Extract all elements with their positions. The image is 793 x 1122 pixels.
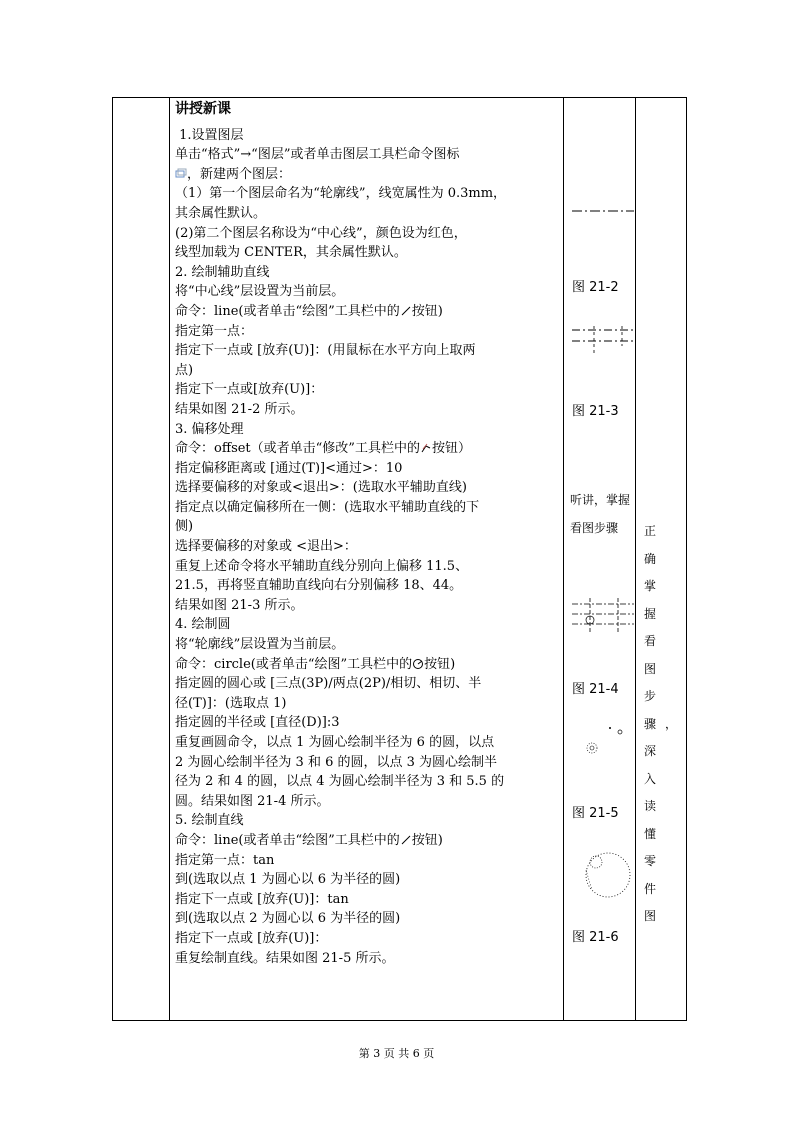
text-line: 指定点以确定偏移所在一侧：(选取水平辅助直线的下: [175, 499, 480, 515]
text-line: ，新建两个图层：: [187, 166, 292, 182]
text-line: 指定下一点或 [放弃(U)]：: [175, 930, 328, 946]
text-line: 2. 绘制辅助直线: [175, 264, 270, 280]
text-line: 点): [175, 362, 194, 378]
figure-label: 图 21-3: [572, 404, 619, 419]
figure-21-5-drawing: [570, 724, 636, 760]
text-line: 命令：line(或者单击“绘图”工具栏中的: [175, 832, 400, 848]
figure-label: 图 21-4: [572, 682, 619, 697]
text-line: 按钮): [411, 303, 443, 319]
text-line: [175, 302, 561, 322]
text-line: 命令：offset（或者单击“修改”工具栏中的: [175, 441, 420, 457]
text-line: (2)第二个图层名称设为“中心线”，颜色设为红色，: [175, 225, 467, 241]
column-divider: [169, 98, 170, 1020]
text-line: 将“轮廓线”层设置为当前层。: [175, 637, 345, 653]
text-line: （1）第一个图层命名为“轮廓线”，线宽属性为 0.3mm，: [175, 186, 507, 202]
text-line: [175, 831, 561, 851]
figure-label: 图 21-2: [572, 280, 619, 295]
text-line: 21.5，再将竖直辅助直线向右分别偏移 18、44。: [175, 578, 463, 594]
text-line: 5. 绘制直线: [175, 813, 244, 829]
text-line: 2 为圆心绘制半径为 3 和 6 的圆，以点 3 为圆心绘制半: [175, 754, 498, 770]
text-line: 1.设置图层: [175, 127, 244, 143]
text-line: 指定下一点或 [放弃(U)]：(用鼠标在水平方向上取两: [175, 343, 476, 359]
text-line: 重复绘制直线。结果如图 21-5 所示。: [175, 950, 395, 966]
student-activity-note: 听讲，掌握看图步骤: [570, 493, 631, 535]
text-line: 重复上述命令将水平辅助直线分别向上偏移 11.5、: [175, 558, 469, 574]
page-footer: 第 3 页 共 6 页: [358, 1047, 435, 1060]
text-line: 命令：circle(或者单击“绘图”工具栏中的: [175, 656, 413, 672]
text-line: [175, 165, 561, 185]
text-line: 结果如图 21-3 所示。: [175, 597, 304, 613]
figure-21-6-drawing: [570, 846, 636, 904]
section-heading: 讲授新课: [175, 101, 231, 117]
text-line: 径为 2 和 4 的圆，以点 4 为圆心绘制半径为 3 和 5.5 的: [175, 774, 505, 790]
text-line: 指定下一点或[放弃(U)]：: [175, 382, 324, 398]
text-line: 单击“格式”→“图层”或者单击图层工具栏命令图标: [175, 147, 460, 163]
text-line: 指定圆的半径或 [直径(D)]:3: [175, 715, 340, 731]
text-line: 圆。结果如图 21-4 所示。: [175, 793, 330, 809]
text-line: 指定圆的圆心或 [三点(3P)/两点(2P)/相切、相切、半: [175, 676, 482, 692]
teaching-objective: 正确掌握看图步骤，深入读懂零件图: [644, 524, 687, 923]
text-line: 按钮): [411, 832, 443, 848]
text-line: 侧): [175, 519, 194, 535]
text-line: 指定第一点：tan: [175, 852, 275, 868]
text-line: 3. 偏移处理: [175, 421, 244, 437]
figure-21-3-drawing: [570, 324, 636, 358]
offset-tool-icon: [420, 441, 432, 453]
line-tool-icon: [400, 304, 412, 316]
text-line: 选择要偏移的对象或 <退出>：: [175, 539, 357, 555]
text-line: 4. 绘制圆: [175, 617, 231, 633]
text-line: 重复画圆命令，以点 1 为圆心绘制半径为 6 的圆，以点: [175, 735, 495, 750]
lesson-table: [112, 97, 687, 1021]
text-line: 指定偏移距离或 [通过(T)]<通过>：10: [175, 460, 403, 476]
text-line: 指定第一点：: [175, 323, 254, 339]
text-line: 选择要偏移的对象或<退出>：(选取水平辅助直线): [175, 480, 467, 496]
text-line: 按钮）: [431, 441, 471, 457]
text-line: 到(选取以点 1 为圆心以 6 为半径的圆): [175, 872, 401, 888]
figure-21-2-drawing: [570, 204, 636, 218]
text-line: 结果如图 21-2 所示。: [175, 401, 304, 417]
text-line: 径(T)]：(选取点 1): [175, 695, 287, 711]
text-line: [175, 655, 561, 675]
line-tool-icon: [400, 833, 412, 845]
lesson-content: [171, 98, 563, 968]
figure-label: 图 21-5: [572, 806, 619, 821]
layer-icon: [175, 167, 187, 179]
text-line: 线型加载为 CENTER，其余属性默认。: [175, 245, 407, 261]
column-divider: [563, 98, 564, 1020]
figure-21-4-drawing: [570, 596, 636, 636]
text-line: 其余属性默认。: [175, 205, 267, 221]
text-line: 按钮): [424, 656, 456, 672]
text-line: 到(选取以点 2 为圆心以 6 为半径的圆): [175, 911, 401, 927]
text-line: 指定下一点或 [放弃(U)]：tan: [175, 891, 349, 907]
circle-tool-icon: [412, 657, 424, 669]
text-line: 将“中心线”层设置为当前层。: [175, 284, 345, 300]
text-line: [175, 439, 561, 459]
figure-label: 图 21-6: [572, 930, 619, 945]
text-line: 命令：line(或者单击“绘图”工具栏中的: [175, 303, 400, 319]
